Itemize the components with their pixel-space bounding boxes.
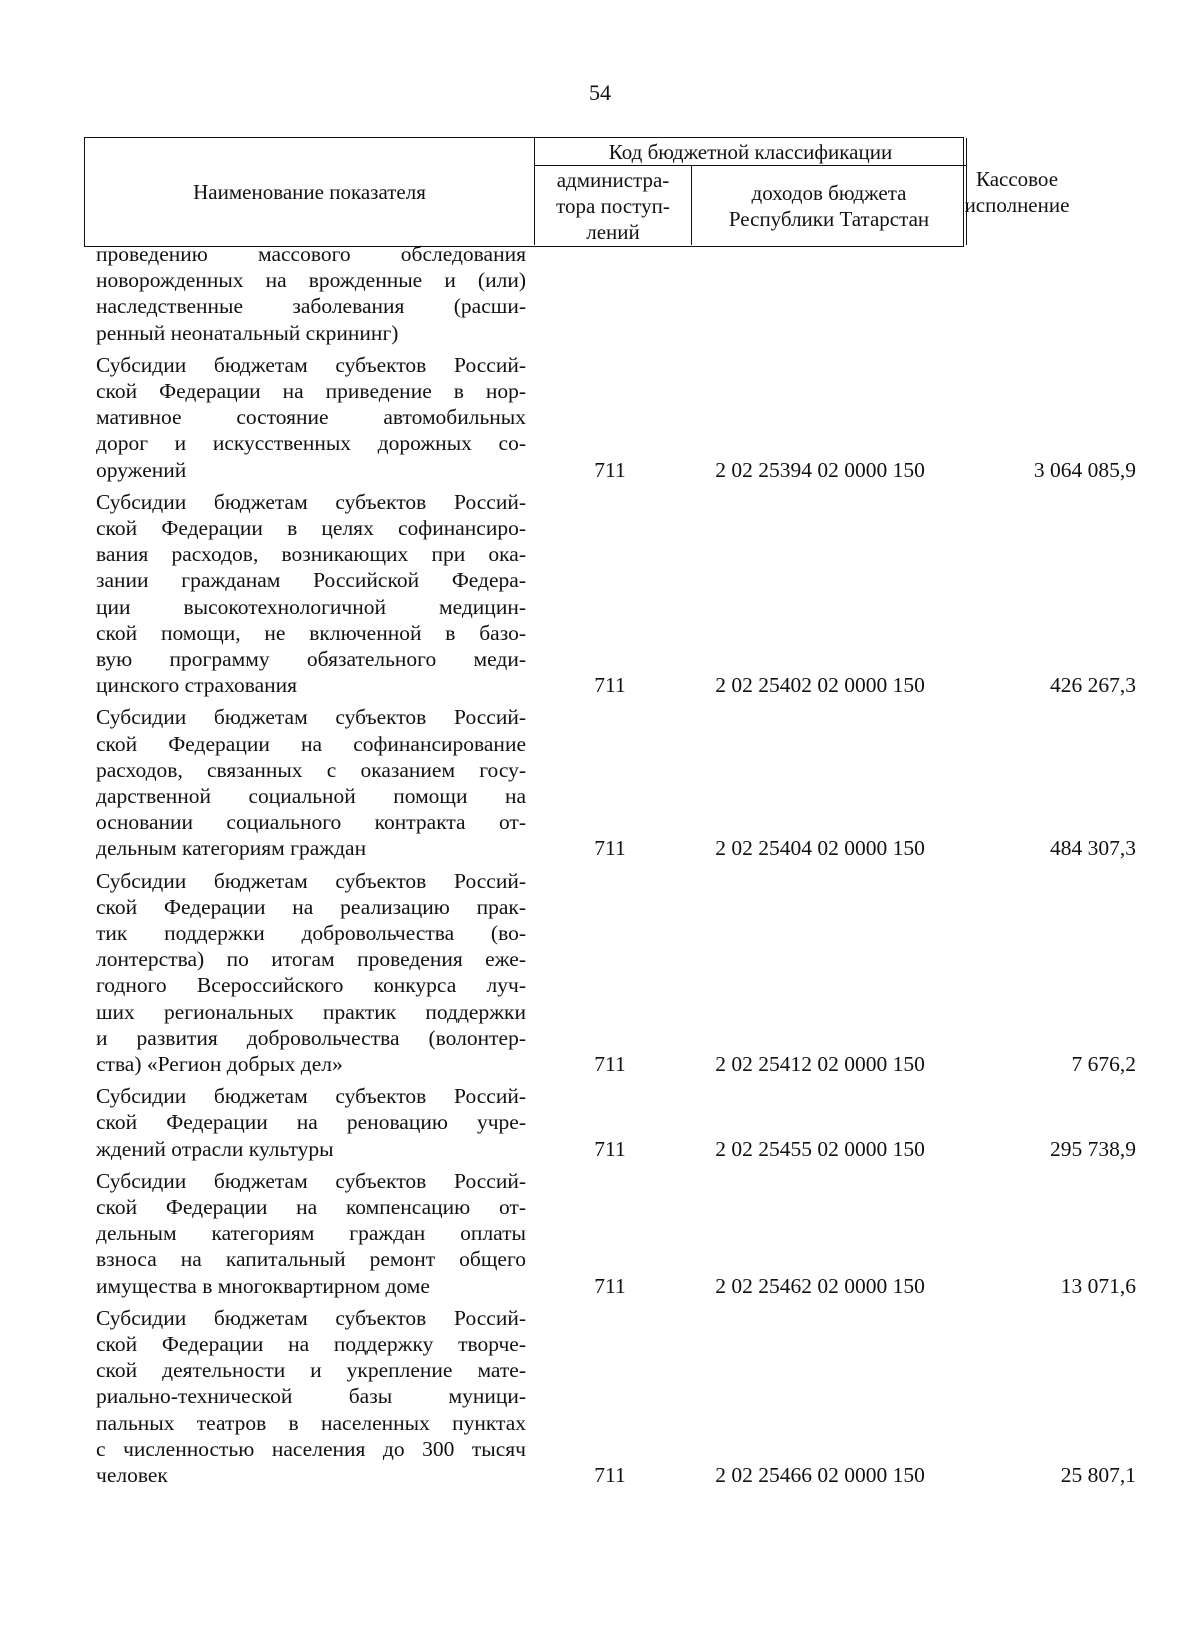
row-name-line: проведению массового обследования bbox=[96, 242, 526, 266]
row-name-line: ской Федерации в целях софинансиро- bbox=[96, 516, 526, 540]
row-income-code: 2 02 25462 02 0000 150 bbox=[715, 1273, 925, 1298]
row-income-code: 2 02 25466 02 0000 150 bbox=[715, 1463, 925, 1487]
row-name bbox=[96, 489, 526, 699]
header-admin-line: тора поступ- bbox=[556, 193, 670, 218]
row-name-line: человек bbox=[96, 1463, 168, 1488]
row-name-line: и развития добровольчества (волонтер- bbox=[96, 1025, 526, 1050]
row-name-line: взноса на капитальный ремонт общего bbox=[96, 1247, 526, 1272]
row-name bbox=[96, 1168, 526, 1299]
row-name-line: наследственные заболевания (расши- bbox=[96, 294, 526, 319]
row-name-line: расходов, связанных с оказанием госу- bbox=[96, 757, 526, 782]
row-name bbox=[96, 1083, 526, 1162]
row-name-line: лонтерства) по итогам проведения еже- bbox=[96, 947, 526, 972]
row-name-line: дарственной социальной помощи на bbox=[96, 784, 526, 808]
header-income-line: Республики Татарстан bbox=[728, 206, 930, 231]
row-name-line: Субсидии бюджетам субъектов Россий- bbox=[96, 1084, 526, 1109]
row-name-line: ской деятельности и укрепление мате- bbox=[96, 1358, 526, 1383]
row-name-line: ции высокотехнологичной медицин- bbox=[96, 594, 526, 619]
header-cash-cell bbox=[934, 139, 1100, 245]
row-cash-value: 7 676,2 bbox=[1071, 1052, 1136, 1076]
row-admin-code: 711 bbox=[594, 1463, 626, 1487]
row-cash-value: 25 807,1 bbox=[1060, 1463, 1136, 1487]
row-name-line: Субсидии бюджетам субъектов Россий- bbox=[96, 1168, 526, 1193]
row-name-line: Субсидии бюджетам субъектов Россий- bbox=[96, 352, 526, 377]
header-income-line: доходов бюджета bbox=[751, 180, 907, 205]
row-income-code: 2 02 25412 02 0000 150 bbox=[715, 1052, 925, 1076]
row-name-line: ской Федерации на компенсацию от- bbox=[96, 1195, 526, 1219]
row-admin-code: 711 bbox=[594, 673, 626, 698]
row-name bbox=[96, 868, 526, 1078]
row-name-line: риально-технической базы муници- bbox=[96, 1384, 526, 1409]
row-name-line: основании социального контракта от- bbox=[96, 810, 526, 835]
row-income-code: 2 02 25404 02 0000 150 bbox=[715, 836, 925, 861]
row-name-line: ской Федерации на реализацию прак- bbox=[96, 894, 526, 919]
row-name-line: мативное состояние автомобильных bbox=[96, 405, 526, 430]
row-name-line: ской Федерации на приведение в нор- bbox=[96, 379, 526, 403]
row-name-line: ших региональных практик поддержки bbox=[96, 999, 526, 1024]
row-admin-code: 711 bbox=[594, 457, 626, 482]
row-name bbox=[96, 241, 526, 346]
row-name-line: Субсидии бюджетам субъектов Россий- bbox=[96, 868, 526, 893]
row-name-line: цинского страхования bbox=[96, 673, 298, 698]
row-name-line: ской Федерации на реновацию учре- bbox=[96, 1110, 526, 1135]
row-name bbox=[96, 352, 526, 483]
row-name-line: Субсидии бюджетам субъектов Россий- bbox=[96, 1305, 526, 1330]
row-cash-value: 13 071,6 bbox=[1060, 1273, 1136, 1298]
row-admin-code: 711 bbox=[594, 1273, 626, 1298]
row-name bbox=[96, 704, 526, 861]
row-name-line: дельным категориям граждан оплаты bbox=[96, 1221, 526, 1246]
row-name-line: ской Федерации на поддержку творче- bbox=[96, 1332, 526, 1356]
row-income-code: 2 02 25402 02 0000 150 bbox=[715, 673, 925, 698]
header-admin-column bbox=[535, 166, 692, 245]
header-admin-line: лений bbox=[586, 219, 640, 244]
row-income-code: 2 02 25455 02 0000 150 bbox=[715, 1136, 925, 1161]
row-cash-value: 484 307,3 bbox=[1050, 836, 1136, 861]
row-name-line: ства) «Регион добрых дел» bbox=[96, 1052, 343, 1077]
header-code-group: Код бюджетной классификации bbox=[535, 138, 967, 166]
row-name-line: ренный неонатальный скрининг) bbox=[96, 320, 399, 345]
header-cash-line: Кассовое bbox=[975, 167, 1059, 191]
row-income-code: 2 02 25394 02 0000 150 bbox=[715, 457, 925, 482]
row-name-line: оружений bbox=[96, 457, 187, 482]
row-name-line: дорог и искусственных дорожных со- bbox=[96, 431, 526, 456]
header-income-column bbox=[692, 166, 967, 245]
row-cash-value: 3 064 085,9 bbox=[1033, 457, 1136, 482]
row-name-line: вую программу обязательного меди- bbox=[96, 647, 526, 672]
row-admin-code: 711 bbox=[594, 1136, 626, 1161]
row-name-line: с численностью населения до 300 тысяч bbox=[96, 1436, 526, 1461]
row-name-line: тик поддержки добровольчества (во- bbox=[96, 921, 526, 945]
row-name-line: ской Федерации на софинансирование bbox=[96, 731, 526, 756]
row-name-line: новорожденных на врожденные и (или) bbox=[96, 268, 526, 293]
row-name-line: Субсидии бюджетам субъектов Россий- bbox=[96, 489, 526, 514]
header-cash-line: исполнение bbox=[964, 193, 1070, 217]
row-name-line: ской помощи, не включенной в базо- bbox=[96, 620, 526, 645]
page-number: 54 bbox=[589, 80, 611, 105]
row-admin-code: 711 bbox=[594, 1052, 626, 1076]
row-name-line: пальных театров в населенных пунктах bbox=[96, 1410, 526, 1435]
row-cash-value: 426 267,3 bbox=[1050, 673, 1136, 698]
row-name-line: ждений отрасли культуры bbox=[96, 1136, 334, 1161]
row-name bbox=[96, 1305, 526, 1488]
row-admin-code: 711 bbox=[594, 836, 626, 861]
row-name-line: годного Всероссийского конкурса луч- bbox=[96, 973, 526, 998]
header-name-column: Наименование показателя bbox=[85, 138, 535, 245]
table-header bbox=[84, 137, 964, 247]
row-name-line: Субсидии бюджетам субъектов Россий- bbox=[96, 705, 526, 730]
row-cash-value: 295 738,9 bbox=[1050, 1136, 1136, 1161]
header-admin-line: администра- bbox=[556, 167, 670, 192]
row-name-line: зании гражданам Российской Федера- bbox=[96, 568, 526, 593]
row-name-line: имущества в многоквартирном доме bbox=[96, 1273, 430, 1298]
row-name-line: дельным категориям граждан bbox=[96, 836, 367, 861]
row-name-line: вания расходов, возникающих при ока- bbox=[96, 542, 526, 567]
